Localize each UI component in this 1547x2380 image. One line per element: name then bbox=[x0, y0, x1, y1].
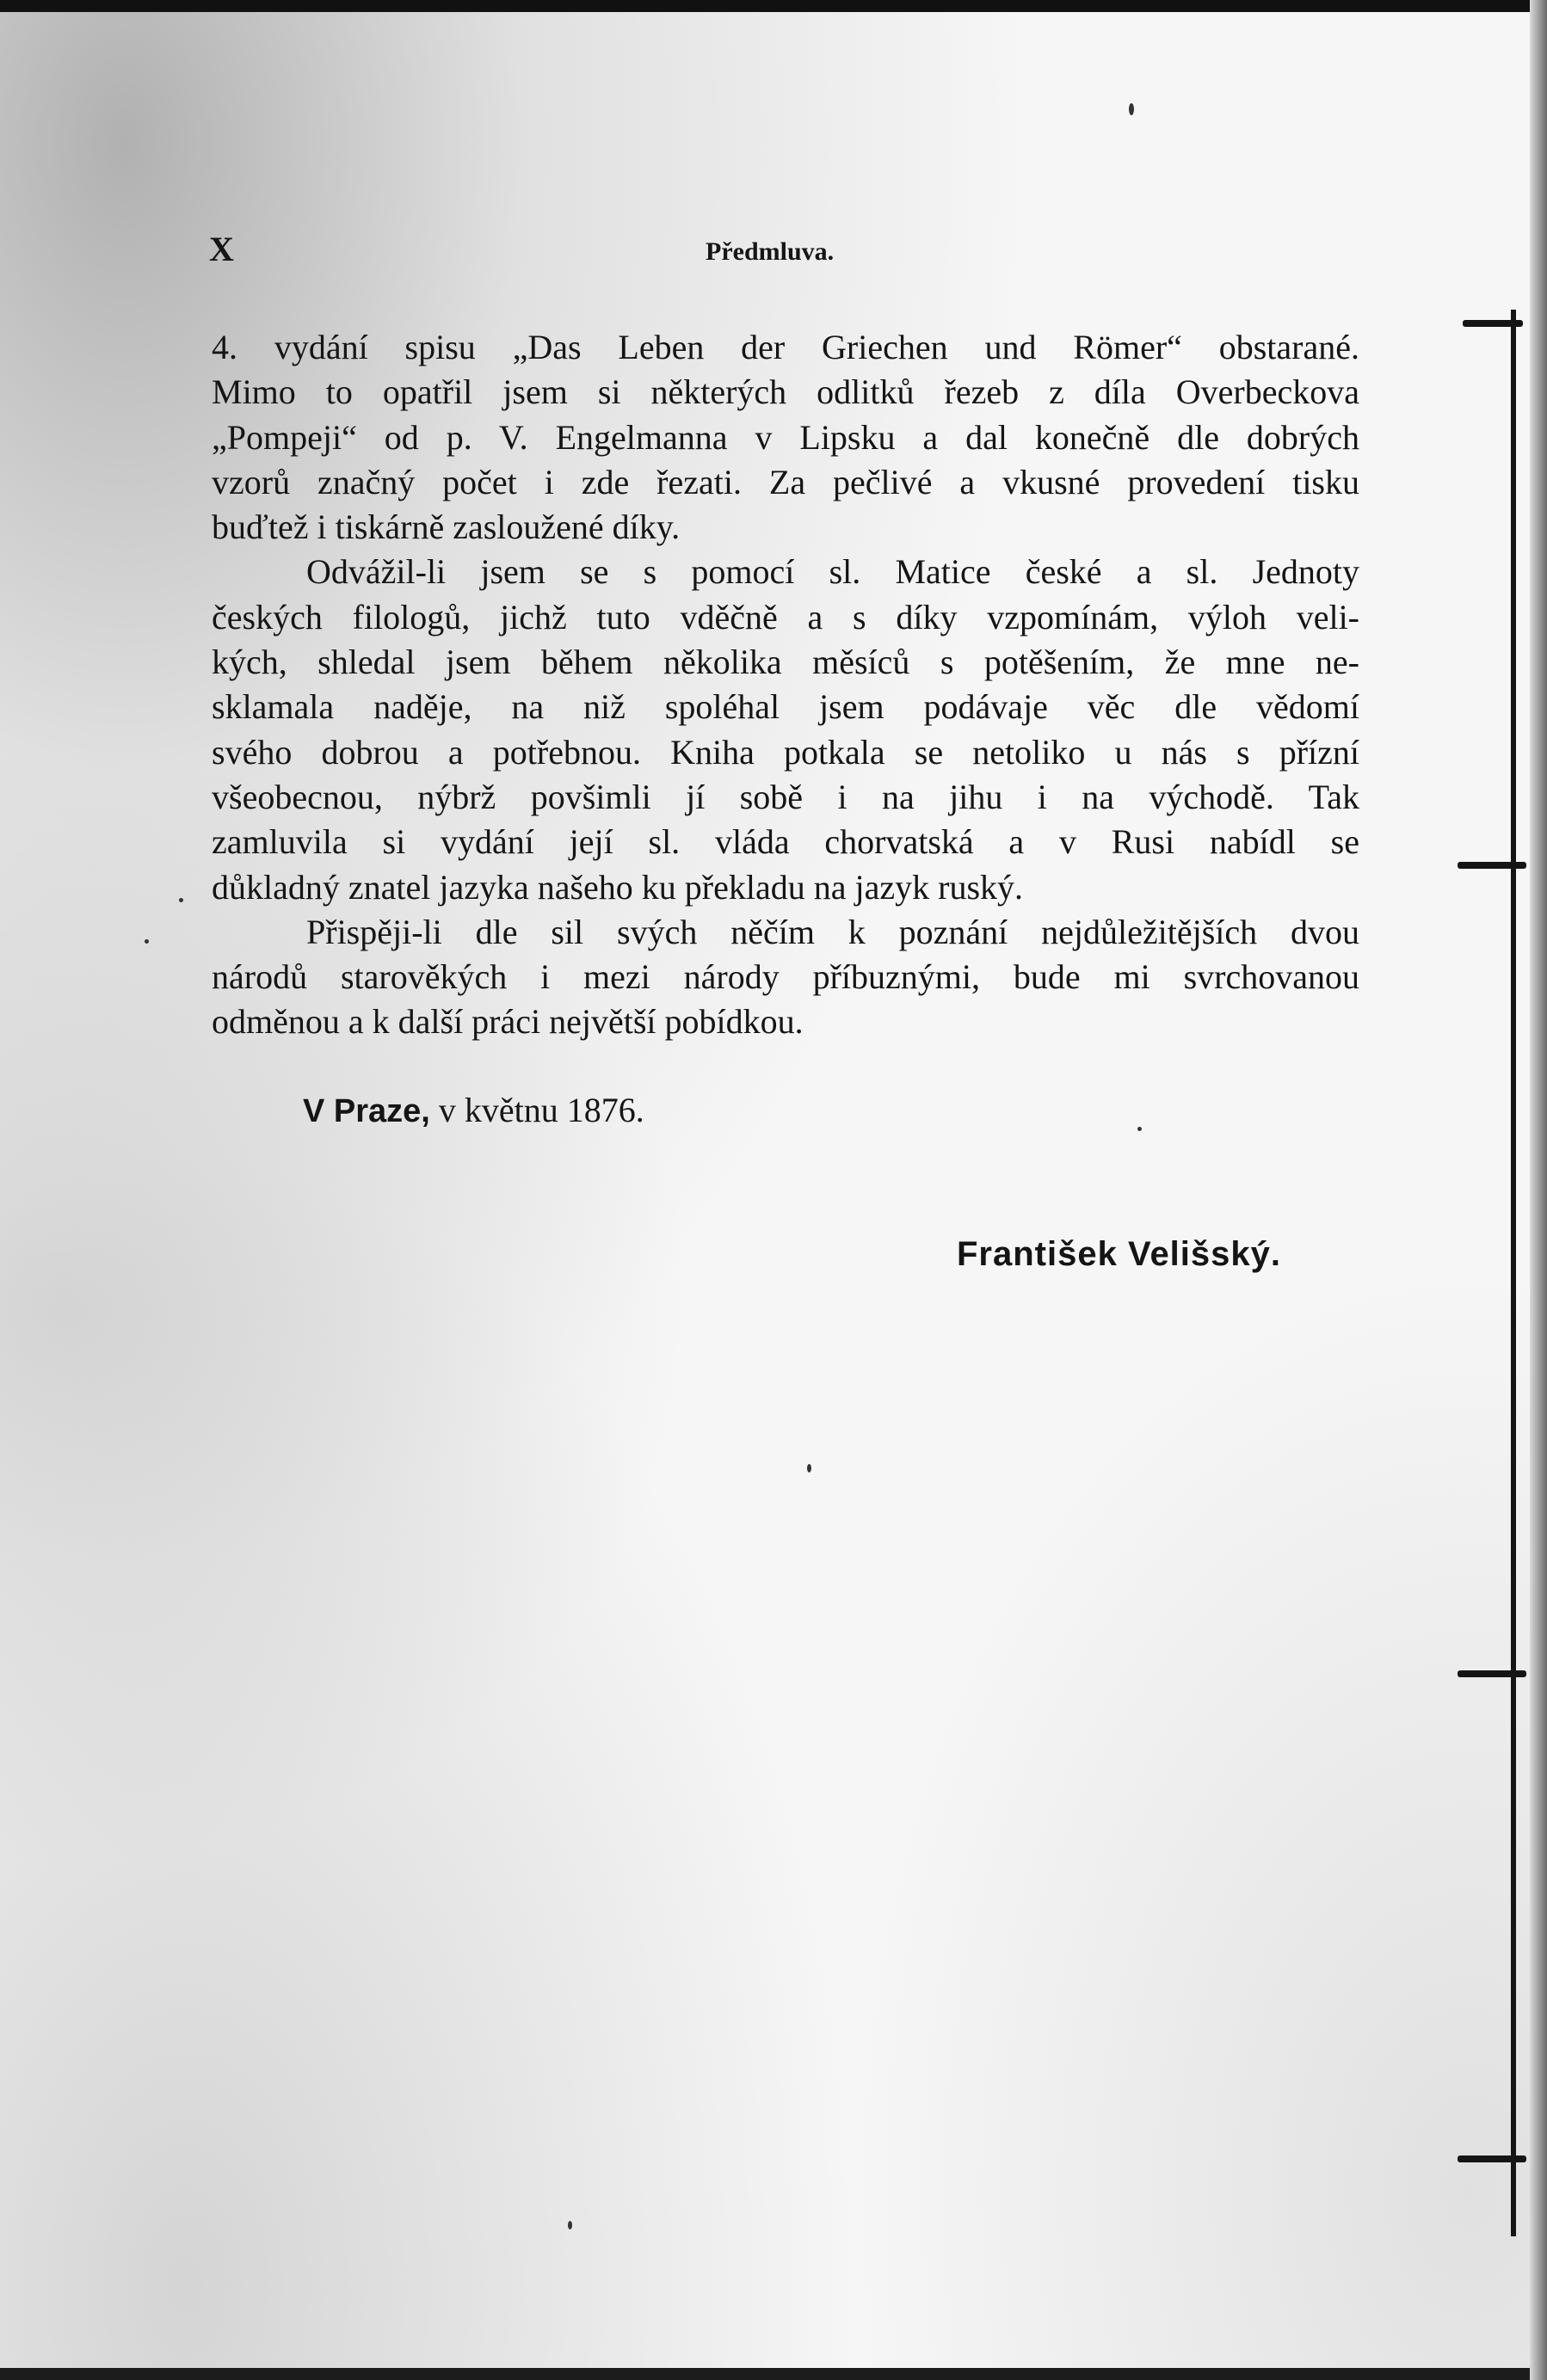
text-line: národů starověkých i mezi národy příbuznými, bude mi svrchovanou bbox=[212, 957, 1359, 997]
text-line: důkladný znatel jazyka našeho ku překladu na jazyk ruský. bbox=[212, 867, 1024, 907]
text-line: českých filologů, jichž tuto vděčně a s díky vzpomínám, výloh veli- bbox=[212, 597, 1359, 637]
book-spine-edge bbox=[1530, 0, 1547, 2380]
gutter-mark bbox=[1458, 2156, 1526, 2162]
text-line: všeobecnou, nýbrž povšimli jí sobě i na jihu i na východě. Tak bbox=[212, 777, 1359, 816]
text-line: 4. vydání spisu „Das Leben der Griechen und Römer“ obstarané. bbox=[212, 328, 1359, 366]
text-line: kých, shledal jsem během několika měsíců s potěšením, že mne ne- bbox=[212, 643, 1359, 682]
gutter-line bbox=[1511, 310, 1516, 2236]
scan-speck bbox=[1129, 103, 1134, 115]
scan-top-border bbox=[0, 0, 1547, 12]
text-line: „Pompeji“ od p. V. Engelmanna v Lipsku a dal konečně dle dobrých bbox=[212, 417, 1359, 457]
page-number: X bbox=[209, 230, 234, 268]
scan-speck bbox=[807, 1464, 811, 1473]
scan-speck bbox=[568, 2221, 572, 2229]
dateline-place: V Praze, bbox=[303, 1093, 430, 1129]
author-signature: František Velišský. bbox=[957, 1235, 1282, 1273]
text-line: sklamala naděje, na niž spoléhal jsem podávaje věc dle vědomí bbox=[212, 687, 1359, 727]
text-line: svého dobrou a potřebnou. Kniha potkala se netoliko u nás s přízní bbox=[212, 732, 1359, 772]
text-line: vzorů značný počet i zde řezati. Za pečlivé a vkusné provedení tisku bbox=[212, 462, 1359, 501]
gutter-mark bbox=[1463, 320, 1523, 327]
scan-bottom-border bbox=[0, 2368, 1547, 2380]
gutter-mark bbox=[1458, 862, 1526, 869]
dateline bbox=[303, 1093, 644, 1128]
scan-speck bbox=[145, 939, 149, 944]
text-line: Mimo to opatřil jsem si některých odlitků řezeb z díla Overbeckova bbox=[212, 372, 1359, 412]
text-line: odměnou a k další práci největší pobídkou. bbox=[212, 1002, 804, 1042]
text-line: Přispěji-li dle sil svých něčím k poznání nejdůležitějších dvou bbox=[306, 912, 1359, 951]
dateline-date: v květnu 1876. bbox=[438, 1091, 644, 1129]
running-title: Předmluva. bbox=[706, 237, 835, 266]
paragraph bbox=[212, 910, 1359, 1045]
gutter-mark bbox=[1458, 1670, 1526, 1677]
paragraph bbox=[212, 550, 1359, 909]
preface-body bbox=[212, 325, 1359, 1045]
scan-speck bbox=[179, 898, 183, 902]
text-line: Odvážil-li jsem se s pomocí sl. Matice české a sl. Jednoty bbox=[306, 552, 1359, 592]
text-line: zamluvila si vydání její sl. vláda chorvatská a v Rusi nabídl se bbox=[212, 822, 1359, 862]
text-line: buďtež i tiskárně zasloužené díky. bbox=[212, 507, 681, 547]
paragraph bbox=[212, 325, 1359, 550]
scan-speck bbox=[1137, 1127, 1142, 1131]
